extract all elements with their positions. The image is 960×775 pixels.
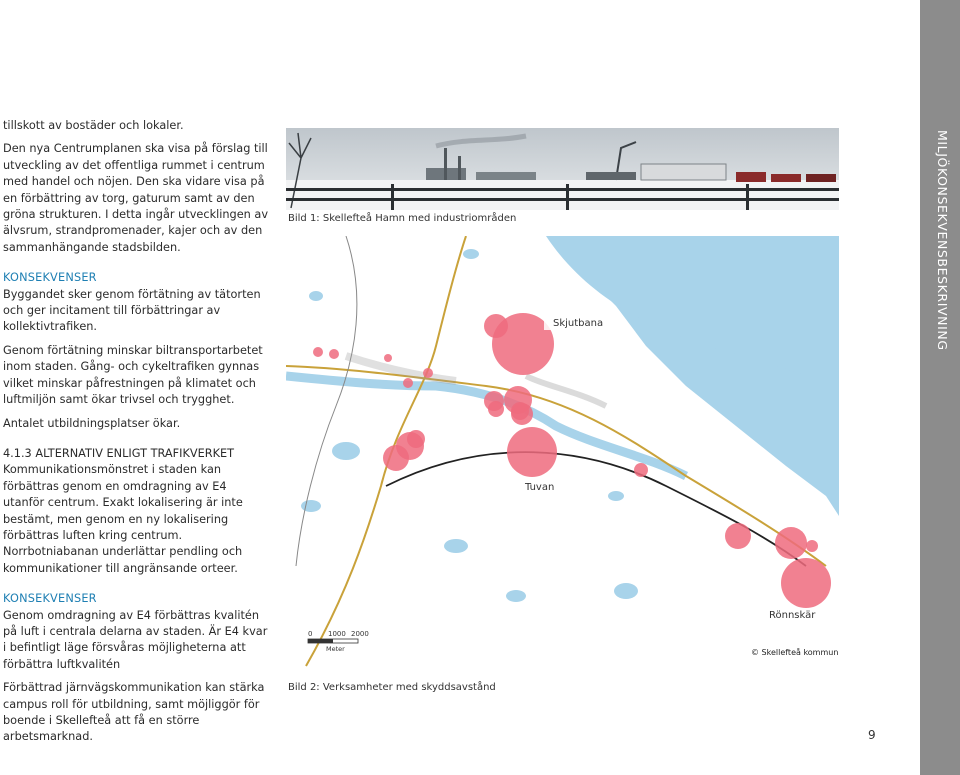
zone-ronnskar bbox=[781, 558, 831, 608]
scale-tick-2: 2000 bbox=[351, 630, 369, 638]
map-illustration bbox=[286, 236, 839, 670]
paragraph-utbildning: Antalet utbildningsplatser ökar. bbox=[3, 416, 181, 430]
sidebar-band bbox=[920, 0, 960, 775]
heading-konsekvenser-1: KONSEKVENSER bbox=[3, 271, 97, 285]
figure1-caption: Bild 1: Skellefteå Hamn med industriområden bbox=[288, 213, 517, 224]
label-tuvan: Tuvan bbox=[525, 482, 555, 493]
label-ronnskar: Rönnskär bbox=[769, 610, 816, 621]
paragraph-intro: tillskott av bostäder och lokaler. bbox=[3, 119, 184, 132]
scale-tick-0: 0 bbox=[308, 630, 313, 638]
paragraph-jarnvag: Förbättrad järnvägskommunikation kan stärka campus roll för utbildning, samt möjliggör för boende i Skellefteå att få en större arbetsmarknad. bbox=[3, 681, 265, 744]
paragraph-kommunikation: Kommunikationsmönstret i staden kan förbättras genom en omdragning av E4 utanför centrum. Exakt lokalisering är inte bestämt, men genom en ny lokalisering förbättras luften kring centrum. Norrbotniabanan underlättar pendling och kommunikationer till angränsande orteer. bbox=[3, 463, 243, 575]
paragraph-e4: Genom omdragning av E4 förbättras kvalitén på luft i centrala delarna av staden. Är E4 kvar i befintligt läge försvåras möjligheterna att förbättra luftkvalitén bbox=[3, 608, 268, 671]
figure2-caption: Bild 2: Verksamheter med skyddsavstånd bbox=[288, 682, 496, 693]
paragraph-forttatning: Byggandet sker genom förtätning av tätorten och ger incitament till förbättringar av kollektivtrafiken. bbox=[3, 287, 261, 334]
label-skjutbana: Skjutbana bbox=[553, 318, 604, 329]
scale-unit: Meter bbox=[326, 645, 345, 653]
section-title-trafikverket: 4.1.3 ALTERNATIV ENLIGT TRAFIKVERKET bbox=[3, 446, 235, 460]
harbour-photo-illustration bbox=[286, 128, 839, 210]
zone-tuvan bbox=[507, 427, 557, 477]
map-copyright: © Skellefteå kommun bbox=[751, 648, 839, 657]
harbour-photo bbox=[286, 128, 839, 210]
left-text-column bbox=[3, 118, 269, 746]
scale-tick-1: 1000 bbox=[328, 630, 346, 638]
heading-konsekvenser-2: KONSEKVENSER bbox=[3, 592, 97, 606]
page-number: 9 bbox=[868, 728, 876, 742]
sidebar-title: MILJÖKONSEKVENSBESKRIVNING bbox=[935, 130, 950, 351]
paragraph-biltransport: Genom förtätning minskar biltransportarbetet inom staden. Gång- och cykeltrafiken gynnas vilket minskar påfrestningen på klimatet och luftmiljön samt ökar trivsel och trygghet. bbox=[3, 343, 263, 407]
protection-distance-map bbox=[286, 236, 839, 670]
paragraph-centrumplan: Den nya Centrumplanen ska visa på förslag till utveckling av det offentliga rummet i centrum med handel och nöjen. Den ska vidare visa på en förbättring av torg, gaturum samt av den gröna strukturen. I detta ingår utvecklingen av älvsrum, strandpromenader, kajer och av den sammanhängande stadsbilden. bbox=[3, 142, 269, 254]
